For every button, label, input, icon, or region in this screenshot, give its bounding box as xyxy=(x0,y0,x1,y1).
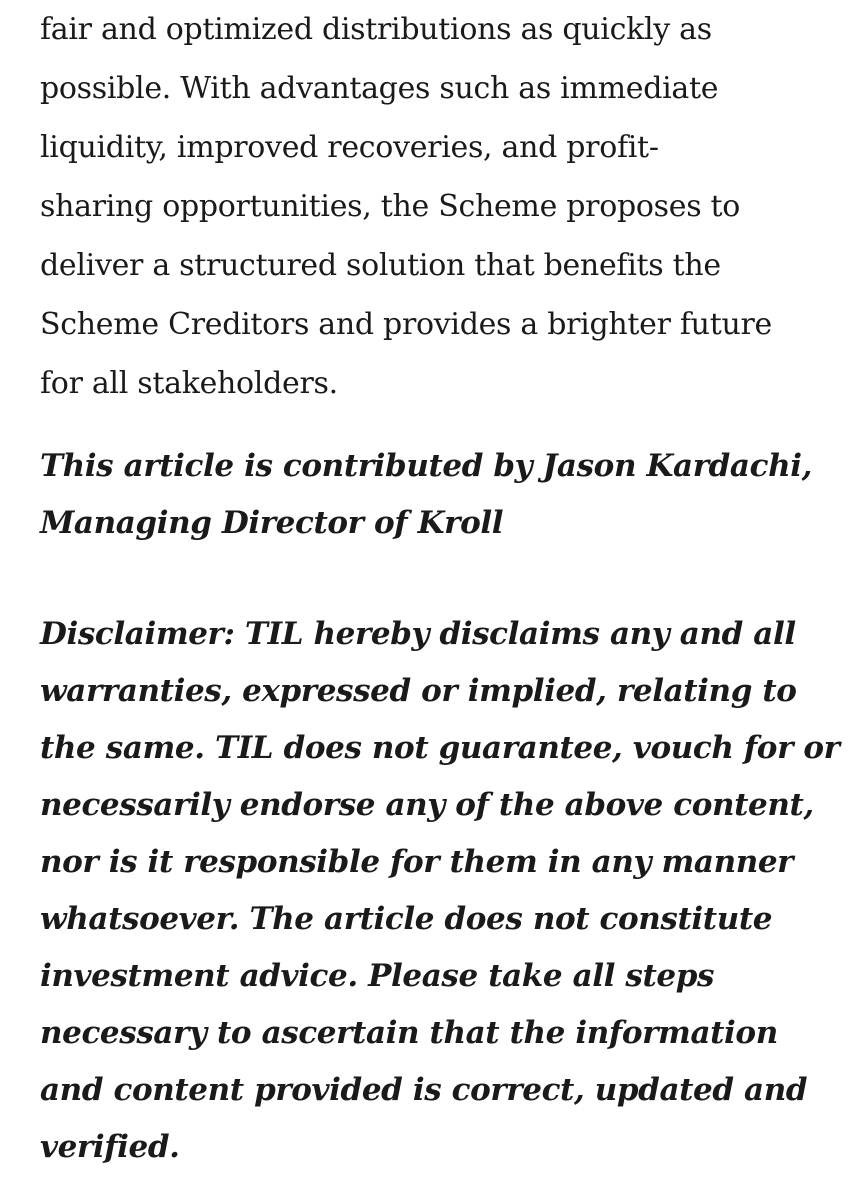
disclaimer-line: necessary to ascertain that the information xyxy=(40,1015,778,1051)
credit-line: This article is contributed by Jason Kardachi, xyxy=(40,448,812,484)
body-line: Scheme Creditors and provides a brighter future xyxy=(40,307,772,342)
body-line: fair and optimized distributions as quickly as xyxy=(40,12,712,47)
disclaimer-line: and content provided is correct, updated and xyxy=(40,1072,808,1108)
disclaimer-paragraph xyxy=(40,606,840,1176)
body-line: liquidity, improved recoveries, and profit- xyxy=(40,130,659,165)
disclaimer-line: warranties, expressed or implied, relating to xyxy=(40,673,797,709)
body-line: for all stakeholders. xyxy=(40,366,338,401)
article-body-paragraph xyxy=(40,0,772,413)
disclaimer-line: necessarily endorse any of the above content, xyxy=(40,787,814,823)
disclaimer-line: whatsoever. The article does not constitute xyxy=(40,901,773,937)
body-line: sharing opportunities, the Scheme proposes to xyxy=(40,189,741,224)
disclaimer-line: investment advice. Please take all steps xyxy=(40,958,715,994)
disclaimer-line: the same. TIL does not guarantee, vouch for or xyxy=(40,730,840,766)
credit-line: Managing Director of Kroll xyxy=(40,505,504,541)
contributor-credit xyxy=(40,438,812,552)
body-line: deliver a structured solution that benefits the xyxy=(40,248,721,283)
body-line: possible. With advantages such as immediate xyxy=(40,71,719,106)
disclaimer-line: Disclaimer: TIL hereby disclaims any and all xyxy=(40,616,796,652)
disclaimer-line: nor is it responsible for them in any manner xyxy=(40,844,794,880)
disclaimer-line: verified. xyxy=(40,1129,180,1165)
